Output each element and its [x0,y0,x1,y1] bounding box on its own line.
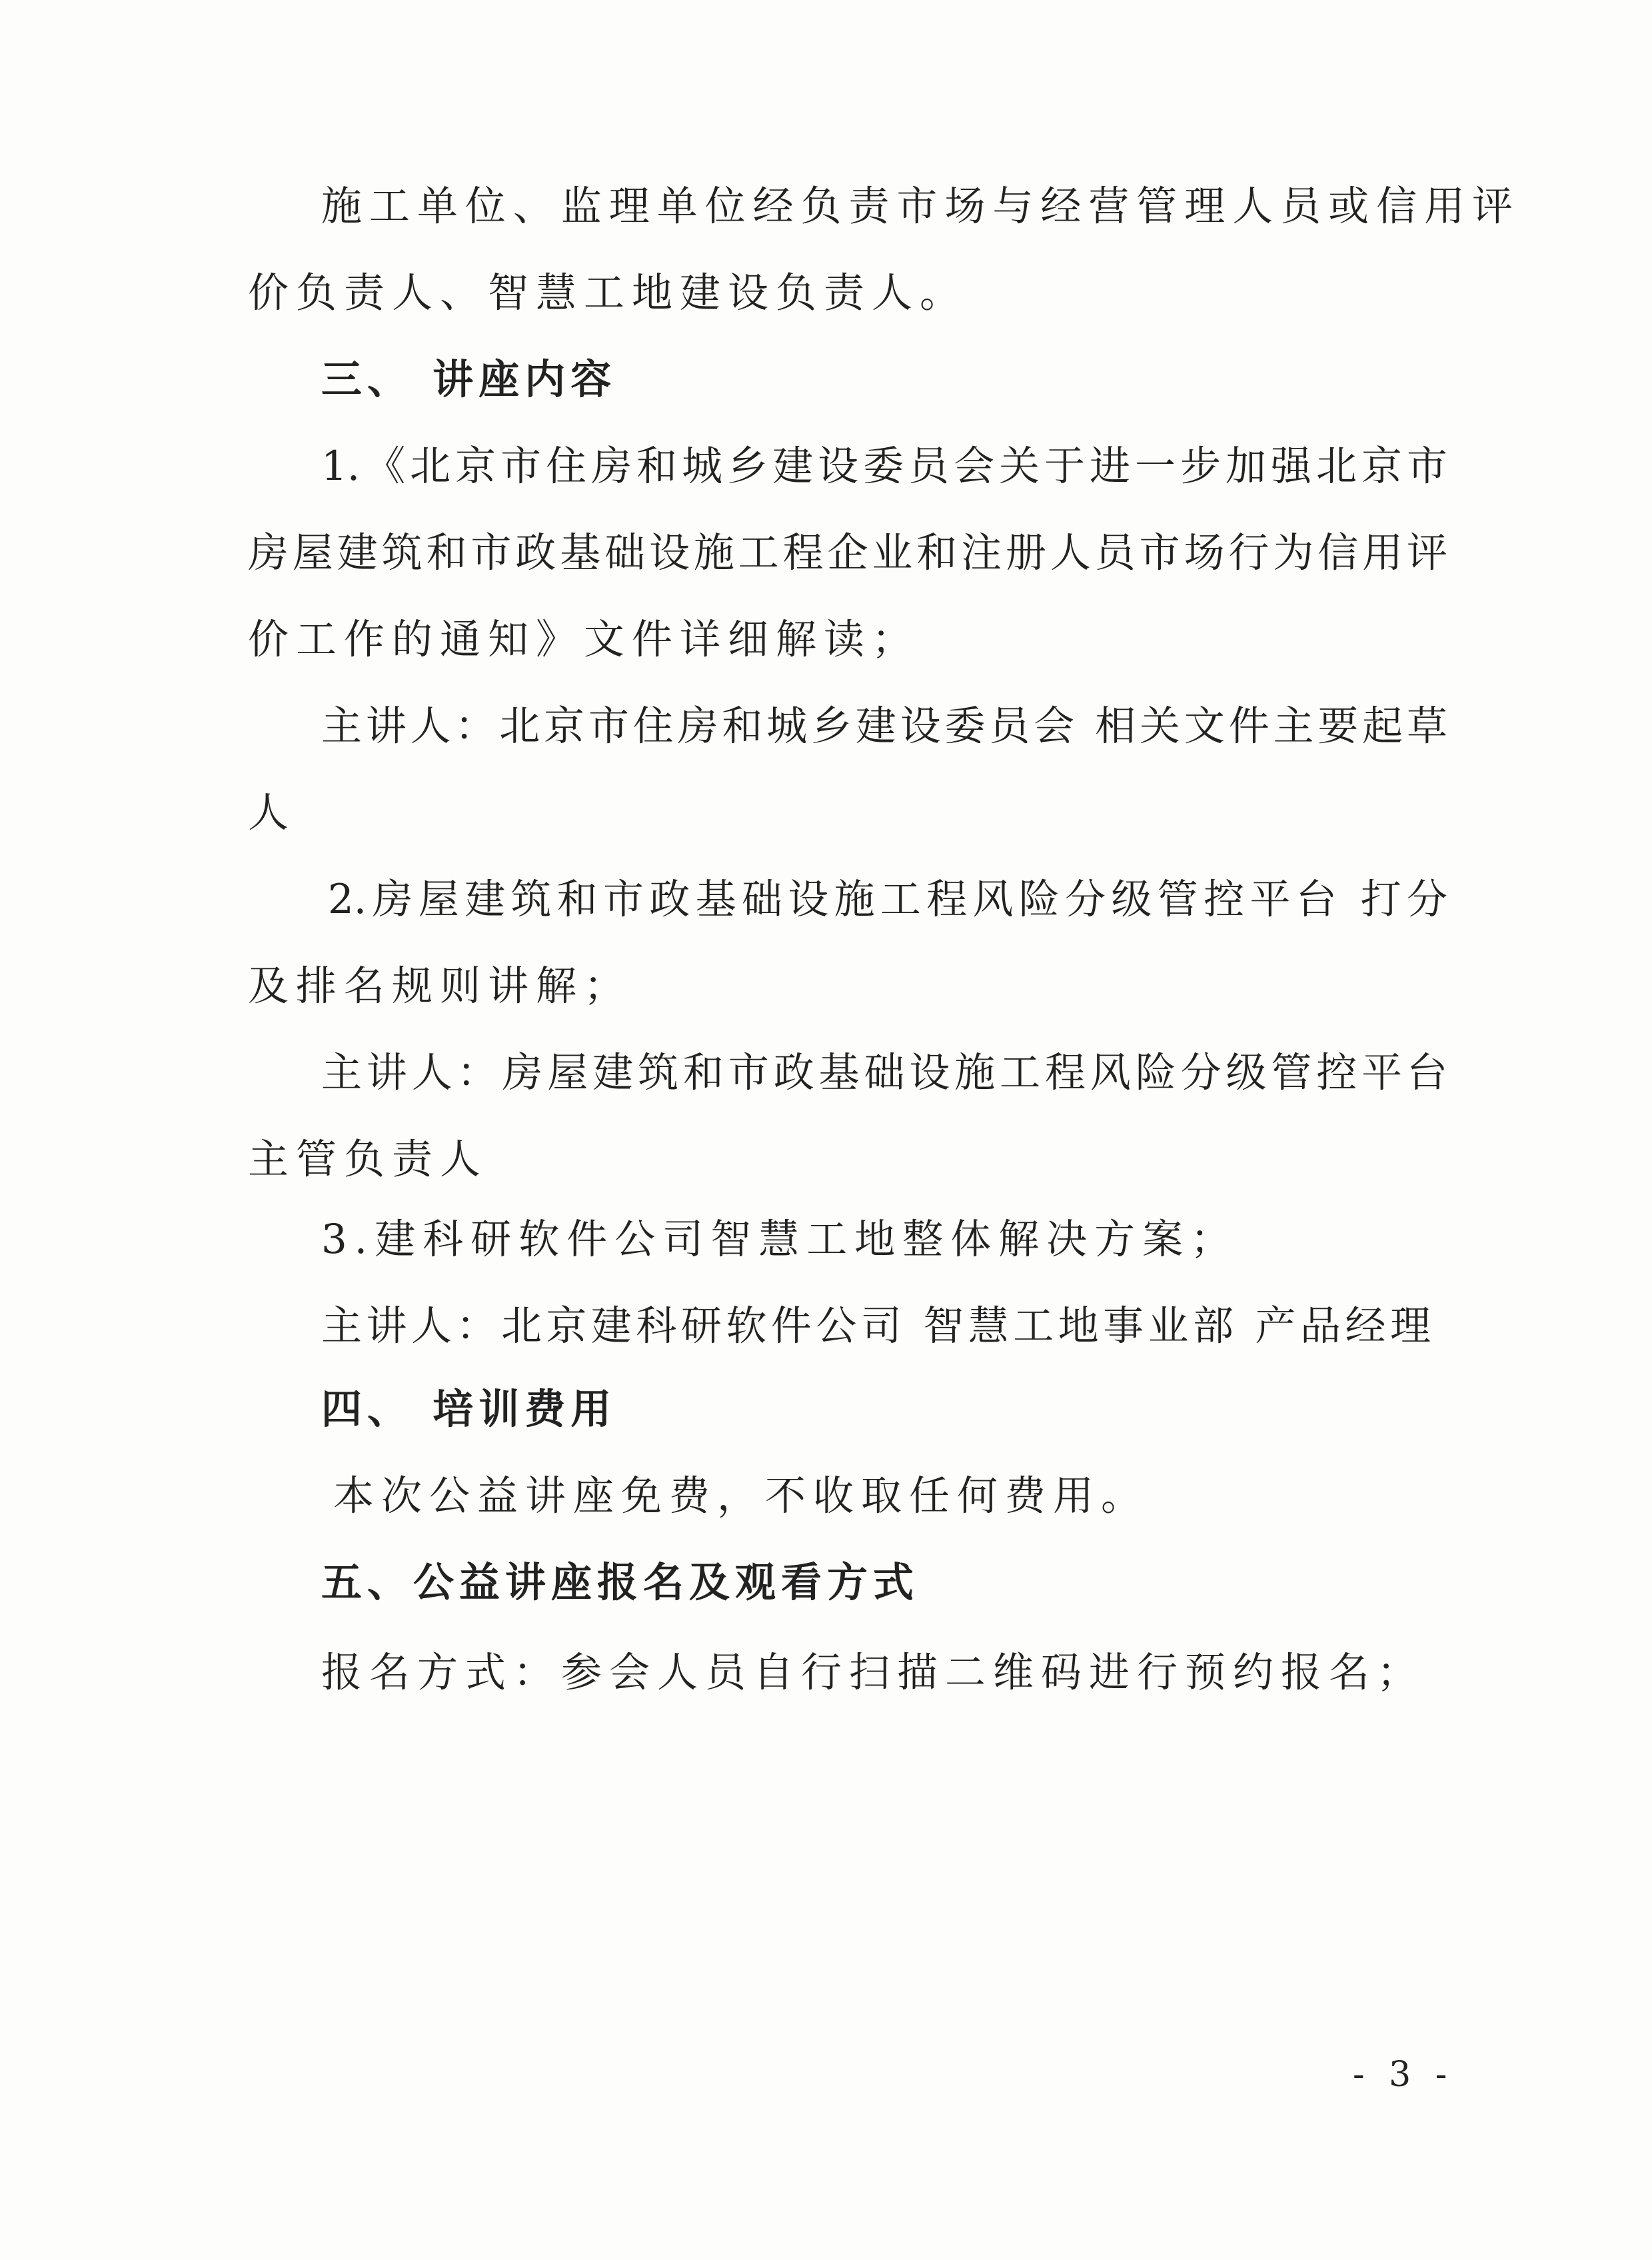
paragraph-line: 3.建科研软件公司智慧工地整体解决方案； [321,1216,1239,1263]
section-heading: 五、公益讲座报名及观看方式 [321,1559,920,1606]
paragraph-line: 价负责人、智慧工地建设负责人。 [248,269,968,317]
paragraph-line: 主讲人：北京建科研软件公司 智慧工地事业部 产品经理 [321,1302,1431,1350]
paragraph-line: 主管负责人 [248,1136,488,1183]
paragraph-line: 主讲人：房屋建筑和市政基础设施工程风险分级管控平台 [321,1049,1447,1096]
paragraph-line: 价工作的通知》文件详细解读； [248,616,920,663]
page-number: - 3 - [1353,2055,1454,2095]
section-heading: 三、 讲座内容 [321,356,617,403]
paragraph-line: 1.《北京市住房和城乡建设委员会关于进一步加强北京市 [321,443,1447,490]
paragraph-line: 报名方式：参会人员自行扫描二维码进行预约报名； [321,1649,1425,1696]
paragraph-line: 本次公益讲座免费，不收取任何费用。 [333,1472,1150,1520]
section-heading: 四、 培训费用 [321,1386,617,1433]
paragraph-line: 房屋建筑和市政基础设施工程企业和注册人员市场行为信用评 [248,529,1447,576]
paragraph-line: 2.房屋建筑和市政基础设施工程风险分级管控平台 打分 [328,876,1447,923]
paragraph-line: 人 [248,789,297,836]
paragraph-line: 施工单位、监理单位经负责市场与经营管理人员或信用评 [321,183,1513,230]
paragraph-line: 主讲人：北京市住房和城乡建设委员会 相关文件主要起草 [321,702,1447,750]
paragraph-line: 及排名规则讲解； [248,962,632,1010]
